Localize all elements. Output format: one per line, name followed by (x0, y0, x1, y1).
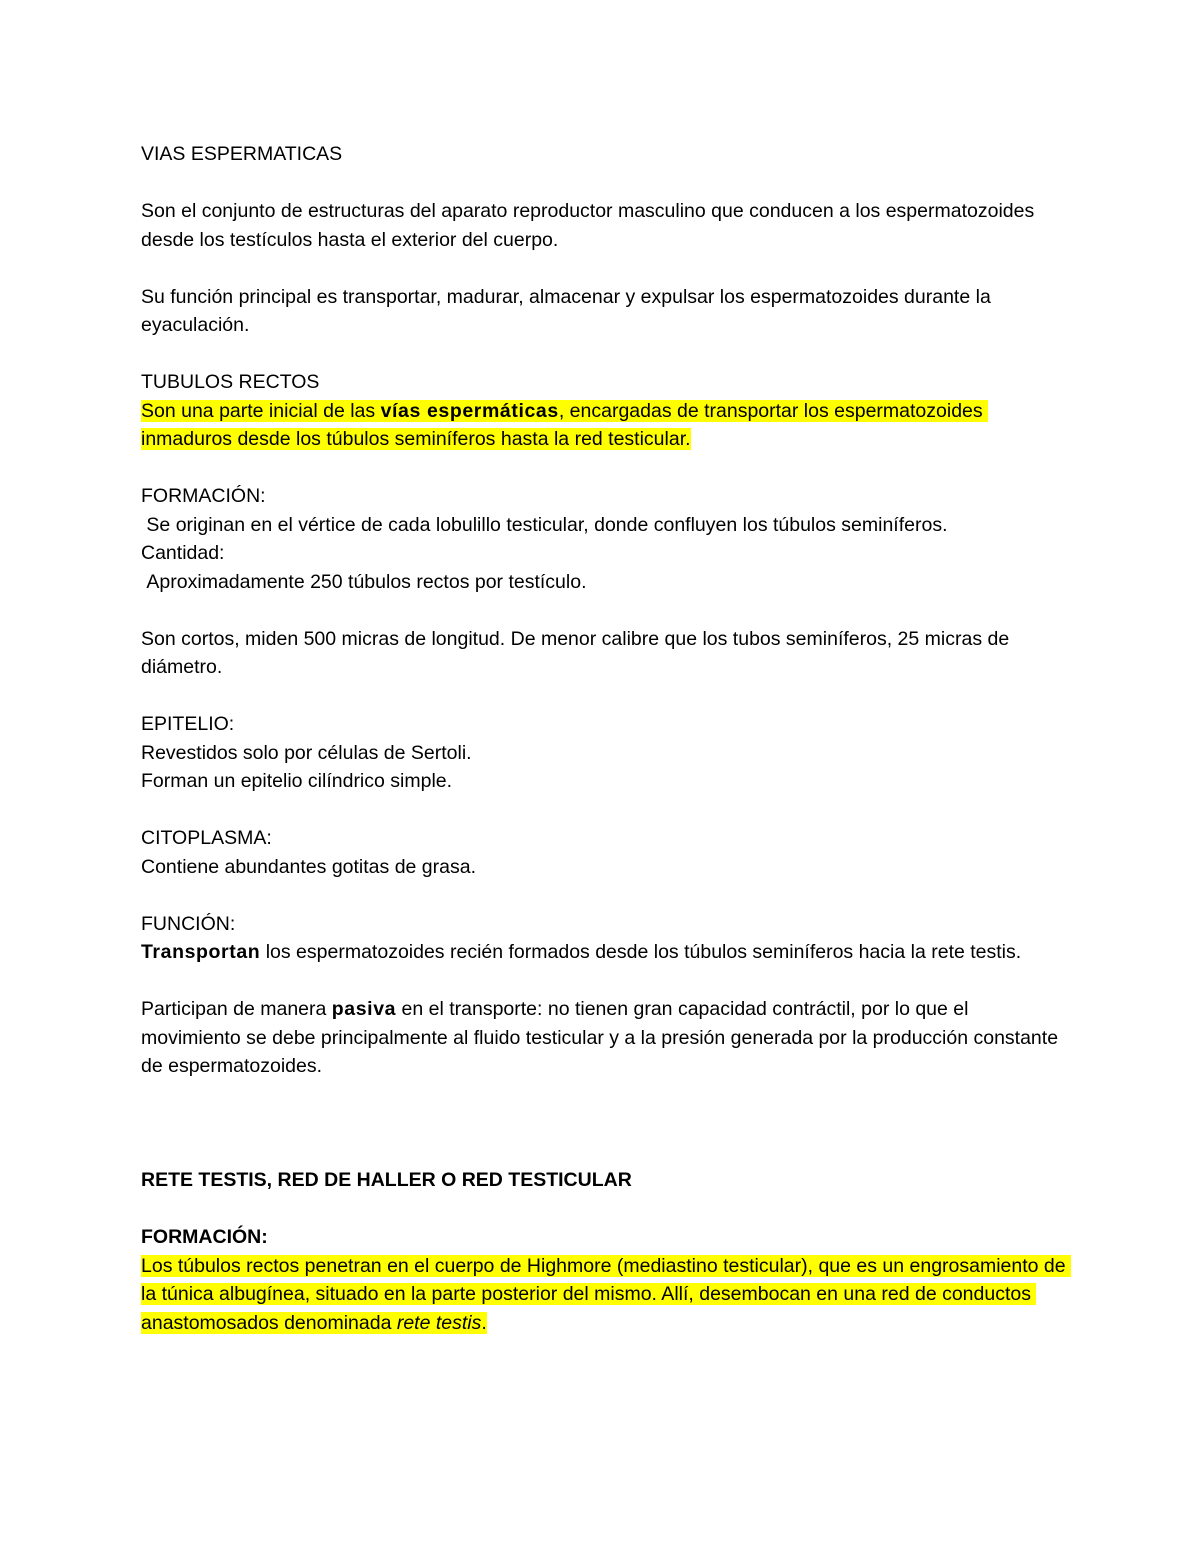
document-title: VIAS ESPERMATICAS (141, 143, 343, 165)
tubulos-participan-text (141, 995, 1071, 1081)
intro-paragraph-1: Son el conjunto de estructuras del aparato reproductor masculino que conducen a los espermatozoides desde los testículos hasta el exterior del cuerpo. (141, 200, 1040, 251)
document-body (141, 140, 1071, 1337)
plain-text: los espermatozoides recién formados desde los túbulos seminíferos hacia la rete testis. (260, 941, 1022, 963)
highlight-bold-text: vías espermáticas (380, 399, 559, 422)
highlight-italic-text: rete testis (396, 1311, 482, 1334)
tubulos-epitelio-label: EPITELIO: (141, 713, 235, 735)
tubulos-citoplasma-label: CITOPLASMA: (141, 827, 272, 849)
tubulos-funcion-text (141, 938, 1071, 967)
tubulos-heading: TUBULOS RECTOS (141, 371, 320, 393)
rete-formacion-label: FORMACIÓN: (141, 1226, 268, 1248)
plain-text: en el transporte: no tienen gran capacidad contráctil, por lo que el movimiento se debe principalmente al fluido testicular y a la presión generada por la producción constante de espermatozoides. (141, 998, 1064, 1077)
tubulos-funcion-label: FUNCIÓN: (141, 912, 236, 935)
plain-text: Participan de manera (141, 998, 332, 1020)
tubulos-cantidad-text: Aproximadamente 250 túbulos rectos por testículo. (141, 570, 587, 593)
highlight-text: Los túbulos rectos penetran en el cuerpo de Highmore (mediastino testicular), que es un engrosamiento de la túnica albugínea, situado en la parte posterior del mismo. Allí, desembocan en una red de conductos anastomosados denominada (141, 1254, 1072, 1334)
highlight-text: , encargadas de transportar los espermatozoides inmaduros desde los túbulos seminíferos hasta la red testicular. (141, 399, 989, 450)
tubulos-size-text: Son cortos, miden 500 micras de longitud. De menor calibre que los tubos seminíferos, 25 micras de diámetro. (141, 627, 1015, 678)
tubulos-epitelio-line-1: Revestidos solo por células de Sertoli. (141, 741, 472, 764)
tubulos-definition (141, 397, 1071, 454)
intro-paragraph-2: Su función principal es transportar, madurar, almacenar y expulsar los espermatozoides durante la eyaculación. (141, 285, 997, 336)
rete-formacion-text (141, 1252, 1071, 1338)
rete-heading: RETE TESTIS, RED DE HALLER O RED TESTICULAR (141, 1169, 632, 1191)
bold-text: Transportan (141, 941, 261, 963)
highlight-text: Son una parte inicial de las (141, 399, 381, 422)
bold-text: pasiva (331, 998, 397, 1020)
tubulos-citoplasma-text: Contiene abundantes gotitas de grasa. (141, 855, 476, 878)
tubulos-cantidad-label: Cantidad: (141, 542, 225, 564)
tubulos-formacion-label: FORMACIÓN: (141, 485, 266, 507)
tubulos-formacion-text: Se originan en el vértice de cada lobulillo testicular, donde confluyen los túbulos seminíferos. (141, 513, 948, 536)
tubulos-epitelio-line-2: Forman un epitelio cilíndrico simple. (141, 770, 453, 792)
highlight-text: . (481, 1311, 487, 1334)
